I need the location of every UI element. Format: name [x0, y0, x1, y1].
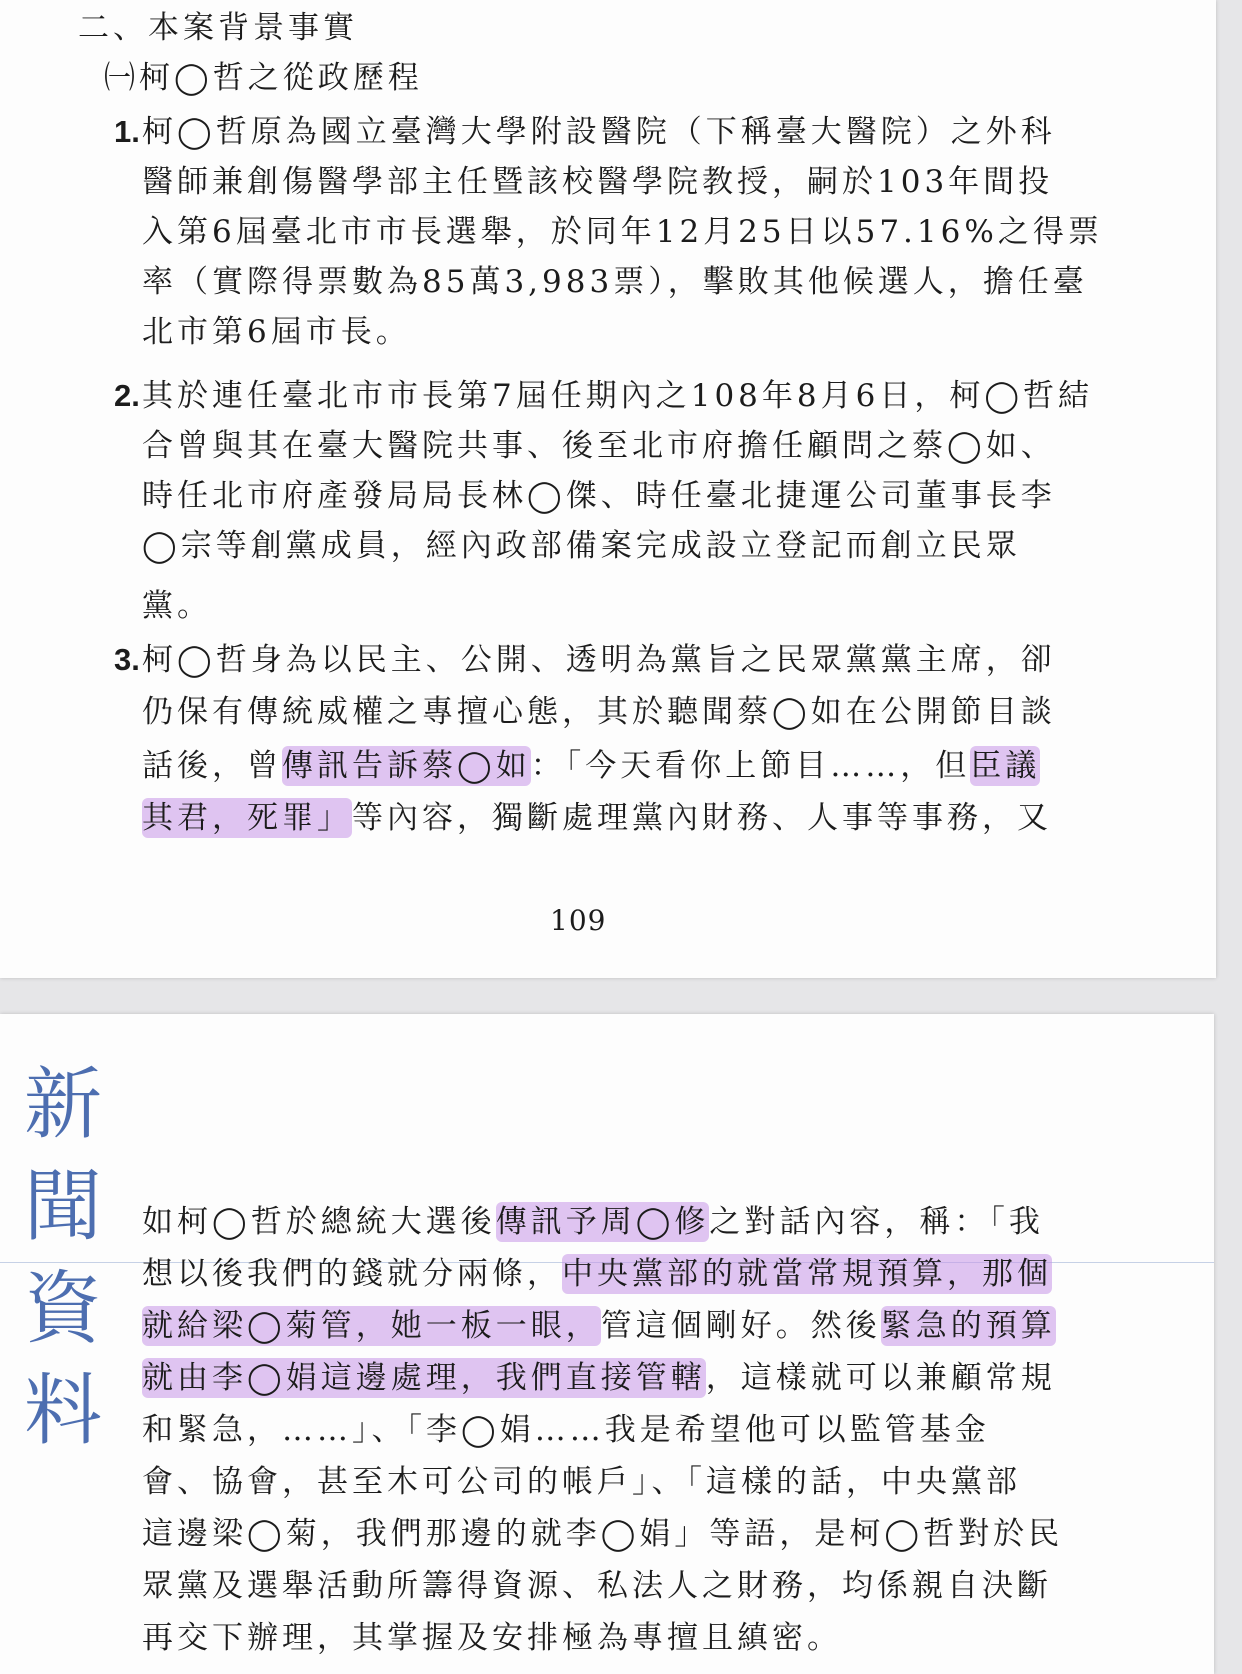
item-2-number: 2.	[114, 378, 140, 413]
stamp-char: 新	[23, 1060, 102, 1150]
page2-line-8: 眾黨及選舉活動所籌得資源、私法人之財務，均係親自決斷	[142, 1568, 1052, 1604]
page-number: 109	[550, 904, 607, 937]
highlight: 其君，死罪」	[142, 800, 352, 836]
page2-line-5: 和緊急，……」、「李◯娟……我是希望他可以監管基金	[142, 1412, 990, 1448]
item-1-line-2: 醫師兼創傷醫學部主任暨該校醫學院教授，嗣於103年間投	[142, 164, 1054, 200]
highlight: 傳訊告訴蔡◯如	[282, 748, 531, 784]
text-run: 如柯◯哲於總統大選後	[142, 1204, 496, 1240]
item-1-line-4: 率（實際得票數為85萬3,983票），擊敗其他候選人，擔任臺	[142, 264, 1088, 300]
text-run: 之對話內容，稱：「我	[709, 1204, 1044, 1240]
page2-line-7: 這邊梁◯菊，我們那邊的就李◯娟」等語，是柯◯哲對於民	[142, 1516, 1064, 1552]
text-run: 等內容，獨斷處理黨內財務、人事等事務，又	[352, 800, 1052, 836]
item-1-number: 1.	[114, 114, 140, 149]
item-2-line-1: 其於連任臺北市市長第7屆任期內之108年8月6日，柯◯哲結	[142, 378, 1094, 414]
item-1-line-5: 北市第6屆市長。	[142, 314, 411, 350]
page2-line-9: 再交下辦理，其掌握及安排極為專擅且縝密。	[142, 1620, 842, 1656]
page2-line-3	[142, 1304, 1056, 1348]
item-1-line-3: 入第6屆臺北市市長選舉，於同年12月25日以57.16%之得票	[142, 214, 1103, 250]
page2-line-1	[142, 1200, 1044, 1244]
stamp-char: 資	[23, 1264, 102, 1354]
section-heading: 二、本案背景事實	[78, 10, 358, 46]
item-2-line-5: 黨。	[142, 588, 212, 624]
item-3-number: 3.	[114, 642, 140, 677]
item-3-line-2: 仍保有傳統威權之專擅心態，其於聽聞蔡◯如在公開節目談	[142, 694, 1056, 730]
highlight: 就給梁◯菊管，她一板一眼，	[142, 1308, 601, 1344]
item-1-line-1: 柯◯哲原為國立臺灣大學附設醫院（下稱臺大醫院）之外科	[142, 114, 1056, 150]
subsection-heading: ㈠柯◯哲之從政歷程	[104, 60, 423, 96]
text-run: 話後，曾	[142, 748, 282, 784]
highlight: 臣議	[970, 748, 1041, 784]
page2-line-2	[142, 1252, 1052, 1296]
page2-line-6: 會、協會，甚至木可公司的帳戶」、「這樣的話，中央黨部	[142, 1464, 1021, 1500]
item-3-line-3	[142, 744, 1040, 788]
highlight: 緊急的預算	[880, 1308, 1056, 1344]
highlight: 傳訊予周◯修	[495, 1204, 710, 1240]
item-2-line-3: 時任北市府產發局局長林◯傑、時任臺北捷運公司董事長李	[142, 478, 1056, 514]
item-3-line-4	[142, 796, 1052, 840]
highlight: 中央黨部的就當常規預算，那個	[562, 1256, 1052, 1292]
news-material-stamp	[18, 1054, 108, 1462]
item-3-line-1: 柯◯哲身為以民主、公開、透明為黨旨之民眾黨黨主席，卻	[142, 642, 1056, 678]
page2-line-4	[142, 1356, 1056, 1400]
text-run: 想以後我們的錢就分兩條，	[142, 1256, 562, 1292]
document-page-next	[0, 1014, 1214, 1674]
highlight: 就由李◯娟這邊處理，我們直接管轄	[142, 1360, 706, 1396]
text-run: ：「今天看你上節目……，但	[530, 748, 971, 784]
stamp-char: 料	[23, 1366, 102, 1456]
stamp-char: 聞	[23, 1162, 102, 1252]
text-run: 管這個剛好。然後	[600, 1308, 881, 1344]
item-2-line-4: ◯宗等創黨成員，經內政部備案完成設立登記而創立民眾	[142, 528, 1021, 564]
item-2-line-2: 合曾與其在臺大醫院共事、後至北市府擔任顧問之蔡◯如、	[142, 428, 1056, 464]
text-run: ，這樣就可以兼顧常規	[705, 1360, 1056, 1396]
